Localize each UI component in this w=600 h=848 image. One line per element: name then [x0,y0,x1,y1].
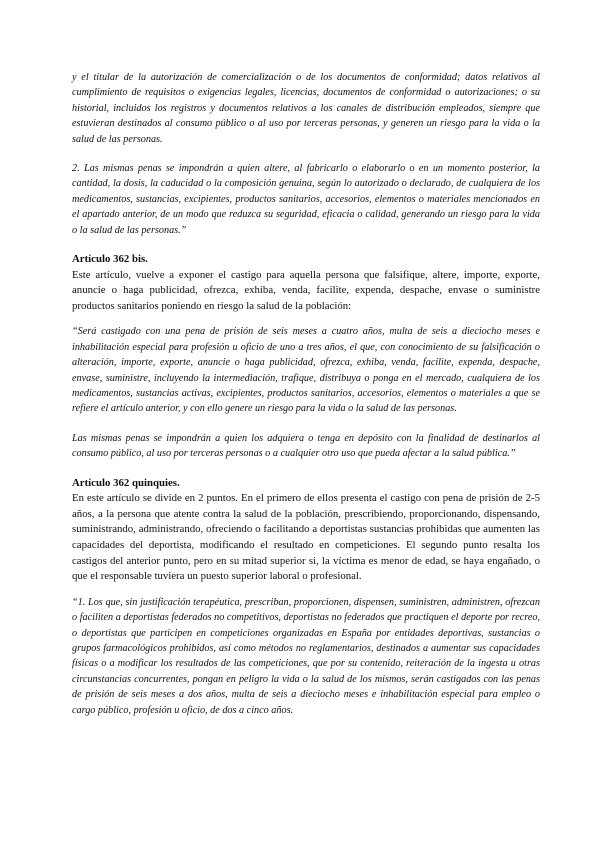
article-362-bis-text: Este artículo, vuelve a exponer el castigo para aquella persona que falsifique, altere, importe, exporte, anuncie o haga publicidad, ofrezca, exhiba, venda, facilite, expenda, despache, envase o suministre productos sanitarios poniendo en riesgo la salud de la población: [72,268,540,312]
article-362-quinquies-quote: “1. Los que, sin justificación terapéutica, prescriban, proporcionen, dispensen, suministren, administren, ofrezcan o faciliten a deportistas federados no competitivos, deportistas no federados que practiquen el deporte por recreo, o deportistas que participen en competiciones organizadas en España por entidades deportivas, sustancias o grupos farmacológicos prohibidos, así como métodos no reglamentarios, destinados a aumentar sus capacidades físicas o a modificar los resultados de las competiciones, que por su contenido, reiteración de la ingesta u otras circunstancias concurrentes, pongan en peligro la vida o la salud de los mismos, serán castigados con las penas de prisión de seis meses a dos años, multa de seis a dieciocho meses e inhabilitación especial para empleo o cargo público, profesión u oficio, de dos a cinco años. [72,596,540,716]
quote-point-2: 2. Las mismas penas se impondrán a quien altere, al fabricarlo o elaborarlo o en un momento posterior, la cantidad, la dosis, la caducidad o la composición genuina, según lo autorizado o declarado, de cualquiera de los medicamentos, sustancias, excipientes, productos sanitarios, accesorios, elementos o materiales mencionados en el apartado anterior, de un modo que reduzca su seguridad, eficacia o calidad, generando un riesgo para la vida o la salud de las personas.” [72,163,540,236]
heading-article-362-bis: Artículo 362 bis. [72,253,148,266]
article-362-bis-quote-2: Las mismas penas se impondrán a quien los adquiera o tenga en depósito con la finalidad de destinarlos al consumo público, al uso por terceras personas o a cualquier otro uso que pueda afectar a la salud pública.” [72,432,540,460]
article-362-quinquies-text: En este artículo se divide en 2 puntos. En el primero de ellos presenta el castigo con pena de prisión de 2-5 años, a la persona que atente contra la salud de la población, prescribiendo, proporcionando, dispensando, suministrando, administrando, ofreciendo o facilitando a deportistas sustancias prohibidas que aumenten las capacidades del deportista, modificando el resultado en competiciones. El segundo punto resalta los castigos del anterior punto, pero en su mitad superior si, la víctima es menor de edad, se haya engañado, o que el responsable tuviera un puesto superior laboral o profesional. [72,492,540,583]
article-362-bis-quote-1: “Será castigado con una pena de prisión de seis meses a cuatro años, multa de seis a dieciocho meses e inhabilitación especial para profesión u oficio de uno a tres años, el que, con conocimiento de su falsificación o alteración, importe, exporte, anuncie o haga publicidad, ofrezca, exhiba, venda, facilite, expenda, despache, envase, suministre, incluyendo la intermediación, trafique, distribuya o ponga en el mercado, cualquiera de los medicamentos, sustancias activas, excipientes, productos sanitarios, accesorios, elementos o materiales a que se refiere el artículo anterior, y con ello genere un riesgo para la vida o la salud de las personas. [72,326,540,415]
quote-continuation: y el titular de la autorización de comercialización o de los documentos de conformidad; datos relativos al cumplimiento de requisitos o exigencias legales, licencias, documentos de conformidad o autorizaciones; o su historial, incluidos los registros y documentos relativos a los canales de distribución empleados, siempre que estuvieran destinados al consumo público o al uso por terceras personas, y generen un riesgo para la vida o la salud de las personas. [72,72,540,145]
heading-article-362-quinquies: Artículo 362 quinquies. [72,476,180,489]
